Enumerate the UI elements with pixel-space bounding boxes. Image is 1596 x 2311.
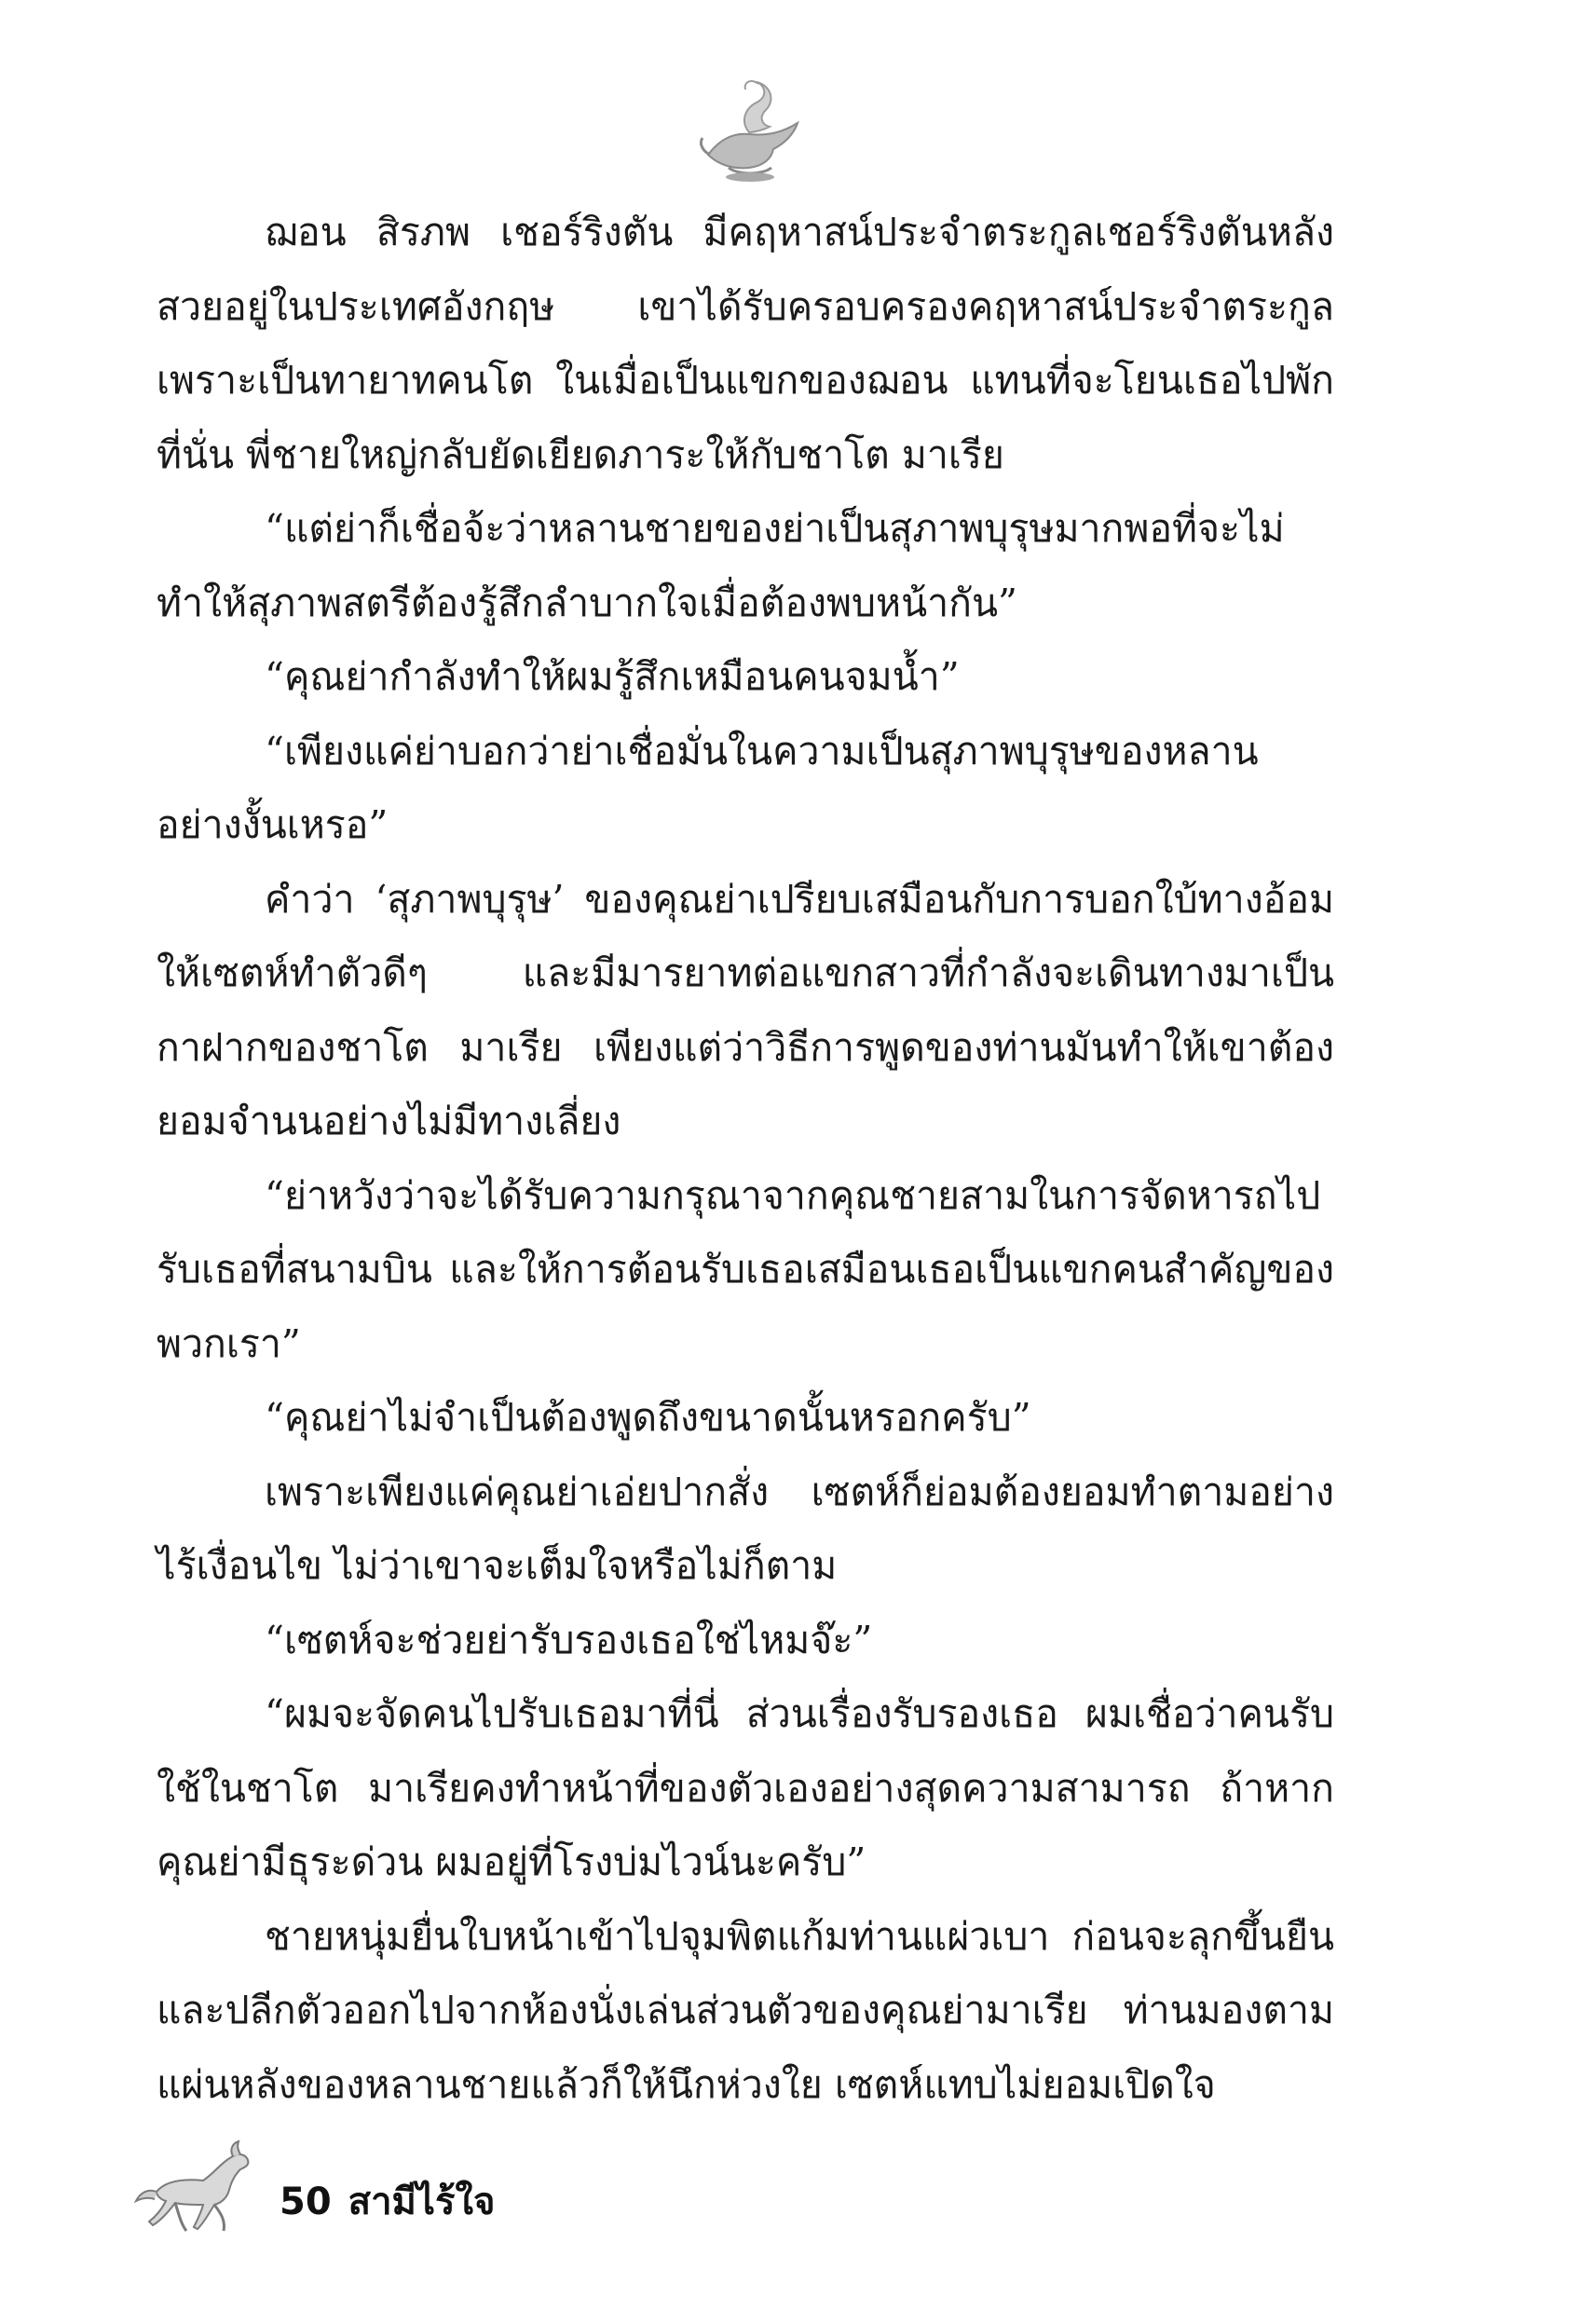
paragraph: “แต่ย่าก็เชื่อจ้ะว่าหลานชายของย่าเป็นสุภาพบุรุษมากพอที่จะไม่ทำให้สุภาพสตรีต้องรู้สึกลำบากใจเมื่อต้องพบหน้ากัน” [157,506,1285,625]
book-title: สามีไร้ใจ [348,2181,496,2223]
page-number: 50 [280,2181,332,2223]
page-footer [129,2136,613,2238]
paragraph: คำว่า ‘สุภาพบุรุษ’ ของคุณย่าเปรียบเสมือนกับการบอกใบ้ทางอ้อมให้เซตห์ทำตัวดีๆ และมีมารยาทต่อแขกสาวที่กำลังจะเดินทางมาเป็นกาฝากของชาโต มาเรีย เพียงแต่ว่าวิธีการพูดของท่านมันทำให้เขาต้องยอมจำนนอย่างไม่มีทางเลี่ยง [157,876,1334,1143]
horse-icon [129,2136,268,2234]
paragraph: เพราะเพียงแค่คุณย่าเอ่ยปากสั่ง เซตห์ก็ย่อมต้องยอมทำตามอย่างไร้เงื่อนไข ไม่ว่าเขาจะเต็มใจหรือไม่ก็ตาม [157,1469,1334,1588]
page-folio [280,2171,495,2231]
magic-lamp-icon [691,75,812,186]
paragraph: “ผมจะจัดคนไปรับเธอมาที่นี่ ส่วนเรื่องรับรองเธอ ผมเชื่อว่าคนรับใช้ในชาโต มาเรียคงทำหน้าที่ของตัวเองอย่างสุดความสามารถ ถ้าหากคุณย่ามีธุระด่วน ผมอยู่ที่โรงบ่มไวน์นะครับ” [157,1691,1334,1884]
paragraph: ชายหนุ่มยื่นใบหน้าเข้าไปจุมพิตแก้มท่านแผ่วเบา ก่อนจะลุกขึ้นยืนและปลีกตัวออกไปจากห้องนั่งเล่นส่วนตัวของคุณย่ามาเรีย ท่านมองตามแผ่นหลังของหลานชายแล้วก็ให้นึกห่วงใย เซตห์แทบไม่ยอมเปิดใจ [157,1913,1334,2107]
paragraph: “เซตห์จะช่วยย่ารับรองเธอใช่ไหมจ๊ะ” [265,1617,873,1662]
paragraph: “คุณย่าไม่จำเป็นต้องพูดถึงขนาดนั้นหรอกครับ” [265,1395,1031,1440]
paragraph: ฌอน สิรภพ เชอร์ริงตัน มีคฤหาสน์ประจำตระกูลเชอร์ริงตันหลังสวยอยู่ในประเทศอังกฤษ เขาได้รับครอบครองคฤหาสน์ประจำตระกูลเพราะเป็นทายาทคนโต ในเมื่อเป็นแขกของฌอน แทนที่จะโยนเธอไปพักที่นั่น พี่ชายใหญ่กลับยัดเยียดภาระให้กับชาโต มาเรีย [157,210,1334,477]
paragraph: “ย่าหวังว่าจะได้รับความกรุณาจากคุณชายสามในการจัดหารถไปรับเธอที่สนามบิน และให้การต้อนรับเธอเสมือนเธอเป็นแขกคนสำคัญของพวกเรา” [157,1172,1334,1366]
paragraph: “เพียงแค่ย่าบอกว่าย่าเชื่อมั่นในความเป็นสุภาพบุรุษของหลานอย่างงั้นเหรอ” [157,728,1259,847]
body-text [157,196,1334,2122]
paragraph: “คุณย่ากำลังทำให้ผมรู้สึกเหมือนคนจมน้ำ” [265,654,960,699]
